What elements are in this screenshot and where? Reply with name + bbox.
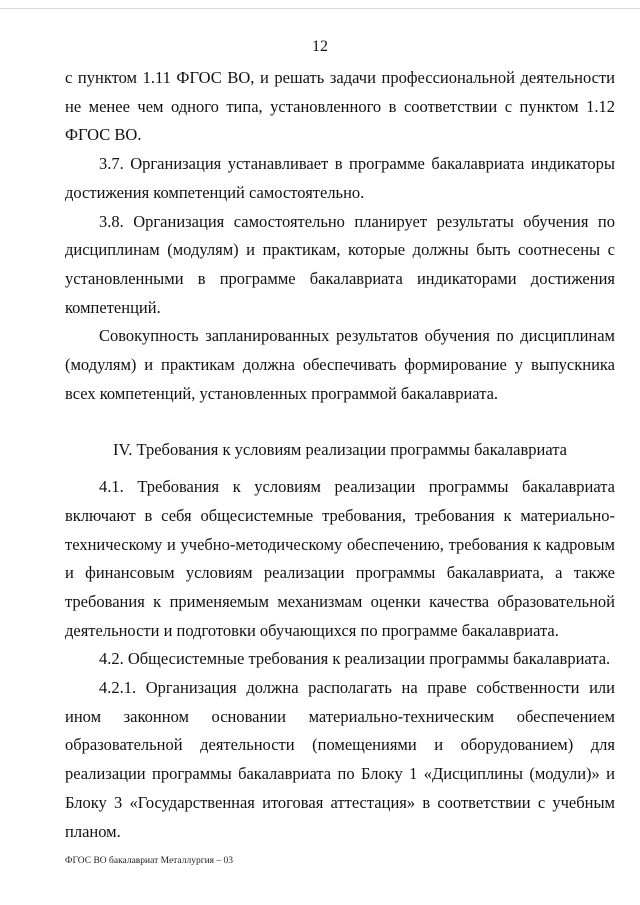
- page-number: 12: [312, 38, 328, 55]
- paragraph-continuation: с пунктом 1.11 ФГОС ВО, и решать задачи профессиональной деятельности не менее чем одного типа, установленного в соответствии с пунктом 1.12 ФГОС ВО.: [65, 68, 615, 145]
- page-footer: ФГОС ВО бакалавриат Металлургия – 03: [65, 856, 234, 866]
- paragraph-4-2-1: 4.2.1. Организация должна располагать на праве собственности или ином законном основании материально-техническим обеспечением образовательной деятельности (помещениями и оборудованием) для реализации программы бакалавриата по Блоку 1 «Дисциплины (модули)» и Блоку 3 «Государственная итоговая аттестация» в соответствии с учебным планом.: [65, 678, 615, 841]
- page-top-edge: [0, 8, 640, 9]
- paragraph-4-2: 4.2. Общесистемные требования к реализации программы бакалавриата.: [99, 649, 611, 669]
- paragraph-4-1: 4.1. Требования к условиям реализации программы бакалавриата включают в себя общесистемные требования, требования к материально-техническому и учебно-методическому обеспечению, требования к кадровым и финансовым условиям реализации программы бакалавриата, а также требования к применяемым механизмам оценки качества образовательной деятельности и подготовки обучающихся по программе бакалавриата.: [65, 477, 615, 640]
- paragraph-3-7: 3.7. Организация устанавливает в программе бакалавриата индикаторы достижения компетенций самостоятельно.: [65, 154, 615, 202]
- document-body: [65, 64, 615, 846]
- section-heading: IV. Требования к условиям реализации программы бакалавриата: [113, 440, 567, 460]
- paragraph-3-8: 3.8. Организация самостоятельно планирует результаты обучения по дисциплинам (модулям) и практикам, которые должны быть соотнесены с установленными в программе бакалавриата индикаторами достижения компетенций.: [65, 211, 615, 317]
- paragraph-competencies: Совокупность запланированных результатов обучения по дисциплинам (модулям) и практикам должна обеспечивать формирование у выпускника всех компетенций, установленных программой бакалавриата.: [65, 326, 615, 403]
